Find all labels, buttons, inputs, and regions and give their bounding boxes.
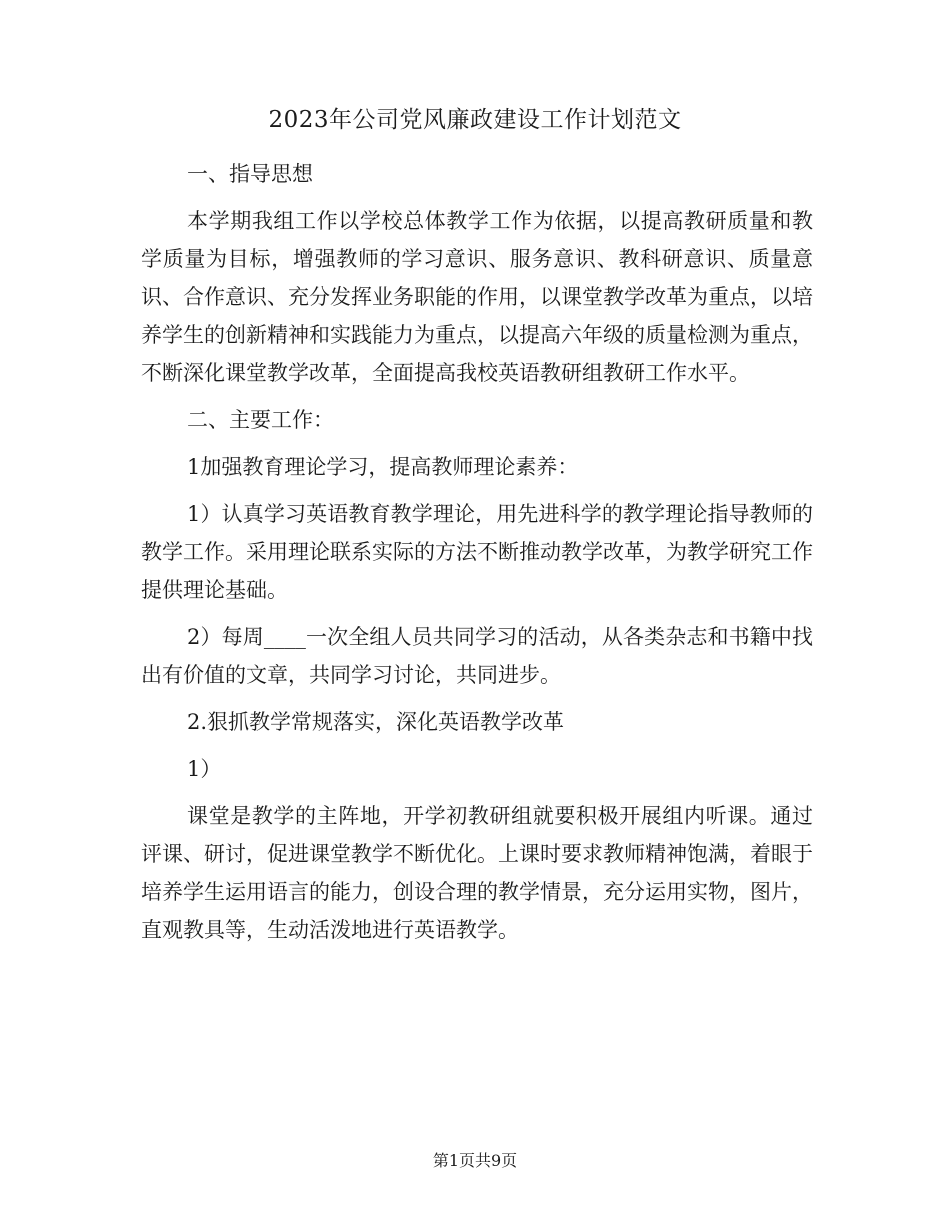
paragraph-guiding-ideology: 本学期我组工作以学校总体教学工作为依据，以提高教研质量和教学质量为目标，增强教师的学习意识、服务意识、教科研意识、质量意识、合作意识、充分发挥业务职能的作用，以课堂教学改革为重点，以培养学生的创新精神和实践能力为重点，以提高六年级的质量检测为重点，不断深化课堂教学改革，全面提高我校英语教研组教研工作水平。 [141, 209, 813, 385]
document-body [141, 155, 813, 958]
list-item-theory-2: 2）每周____一次全组人员共同学习的活动，从各类杂志和书籍中找出有价值的文章，共同学习讨论，共同进步。 [141, 625, 813, 687]
list-item-number: 1） [187, 757, 222, 781]
section-heading-guiding-ideology: 一、指导思想 [187, 162, 313, 186]
list-item-theory-1: 1）认真学习英语教育教学理论，用先进科学的教学理论指导教师的教学工作。采用理论联系实际的方法不断推动教学改革，为教学研究工作提供理论基础。 [141, 502, 813, 602]
subheading-teaching-routine: 2.狠抓教学常规落实，深化英语教学改革 [187, 710, 565, 734]
subheading-theory-study: 1加强教育理论学习，提高教师理论素养： [187, 455, 579, 479]
page-number-footer: 第1页共9页 [432, 1151, 518, 1170]
section-heading-main-work: 二、主要工作： [187, 408, 334, 432]
document-title: 2023年公司党风廉政建设工作计划范文 [268, 107, 682, 133]
paragraph-classroom: 课堂是教学的主阵地，开学初教研组就要积极开展组内听课。通过评课、研讨，促进课堂教学不断优化。上课时要求教师精神饱满，着眼于培养学生运用语言的能力，创设合理的教学情景，充分运用实物，图片，直观教具等，生动活泼地进行英语教学。 [141, 804, 813, 942]
